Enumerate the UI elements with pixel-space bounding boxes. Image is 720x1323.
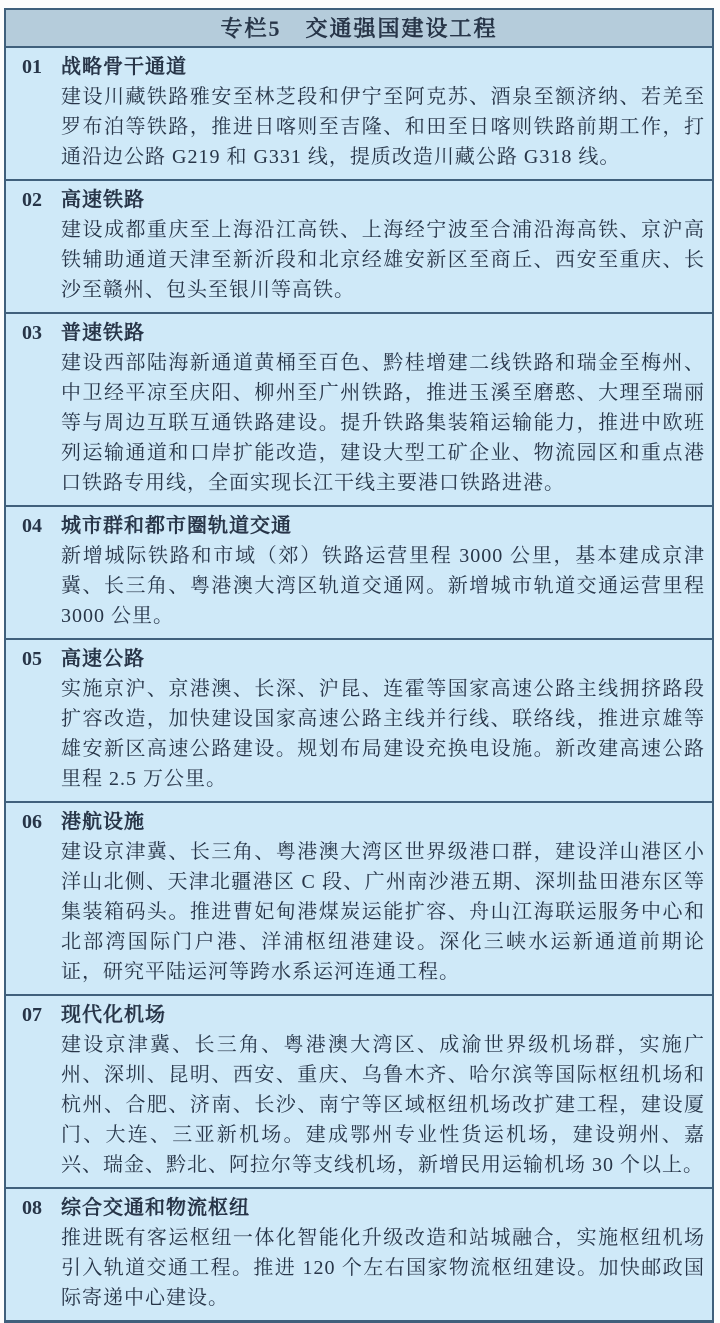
row-heading: [22, 318, 705, 348]
row-number: 02: [22, 189, 42, 211]
row-body-text: 建设西部陆海新通道黄桶至百色、黔桂增建二线铁路和瑞金至梅州、中卫经平凉至庆阳、柳州至广州铁路，推进玉溪至磨憨、大理至瑞丽等与周边互联互通铁路建设。提升铁路集装箱运输能力，推进中欧班列运输通道和口岸扩能改造，建设大型工矿企业、物流园区和重点港口铁路专用线，全面实现长江干线主要港口铁路进港。: [61, 352, 705, 494]
row-body-text: 推进既有客运枢纽一体化智能化升级改造和站城融合，实施枢纽机场引入轨道交通工程。推进 120 个左右国家物流枢纽建设。加快邮政国际寄递中心建设。: [61, 1227, 705, 1309]
table-row: [6, 1187, 712, 1320]
row-number: 06: [22, 811, 42, 833]
row-number: 03: [22, 322, 42, 344]
row-heading: [22, 185, 705, 215]
row-title: 城市群和都市圈轨道交通: [61, 515, 292, 537]
row-number: 01: [22, 56, 42, 78]
row-title: 普速铁路: [61, 322, 145, 344]
row-heading: [22, 807, 705, 837]
box-title: 专栏5 交通强国建设工程: [6, 10, 712, 48]
row-body-text: 实施京沪、京港澳、长深、沪昆、连霍等国家高速公路主线拥挤路段扩容改造，加快建设国家高速公路主线并行线、联络线，推进京雄等雄安新区高速公路建设。规划布局建设充换电设施。新改建高速公路里程 2.5 万公里。: [61, 678, 705, 790]
row-body-text: 建设川藏铁路雅安至林芝段和伊宁至阿克苏、酒泉至额济纳、若羌至罗布泊等铁路，推进日喀则至吉隆、和田至日喀则铁路前期工作，打通沿边公路 G219 和 G331 线，提质改造川藏公路 G318 线。: [61, 86, 705, 168]
row-title: 战略骨干通道: [61, 56, 187, 78]
row-body-text: 建设京津冀、长三角、粤港澳大湾区世界级港口群，建设洋山港区小洋山北侧、天津北疆港区 C 段、广州南沙港五期、深圳盐田港东区等集装箱码头。推进曹妃甸港煤炭运能扩容、舟山江海联运服务中心和北部湾国际门户港、洋浦枢纽港建设。深化三峡水运新通道前期论证，研究平陆运河等跨水系运河连通工程。: [61, 841, 705, 983]
project-box-table: [4, 8, 714, 1323]
row-number: 08: [22, 1197, 42, 1219]
row-heading: [22, 1193, 705, 1223]
row-body-text: 建设京津冀、长三角、粤港澳大湾区、成渝世界级机场群，实施广州、深圳、昆明、西安、重庆、乌鲁木齐、哈尔滨等国际枢纽机场和杭州、合肥、济南、长沙、南宁等区域枢纽机场改扩建工程，建设厦门、大连、三亚新机场。建成鄂州专业性货运机场，建设朔州、嘉兴、瑞金、黔北、阿拉尔等支线机场，新增民用运输机场 30 个以上。: [61, 1034, 705, 1176]
table-row: [6, 638, 712, 801]
row-number: 04: [22, 515, 42, 537]
row-title: 高速铁路: [61, 189, 145, 211]
row-number: 07: [22, 1004, 42, 1026]
table-row: [6, 994, 712, 1187]
row-title: 高速公路: [61, 648, 145, 670]
row-title: 港航设施: [61, 811, 145, 833]
row-body-text: 建设成都重庆至上海沿江高铁、上海经宁波至合浦沿海高铁、京沪高铁辅助通道天津至新沂段和北京经雄安新区至商丘、西安至重庆、长沙至赣州、包头至银川等高铁。: [61, 219, 705, 301]
row-title: 综合交通和物流枢纽: [61, 1197, 250, 1219]
row-heading: [22, 1000, 705, 1030]
row-number: 05: [22, 648, 42, 670]
table-row: [6, 505, 712, 638]
row-title: 现代化机场: [61, 1004, 166, 1026]
table-row: [6, 179, 712, 312]
row-heading: [22, 511, 705, 541]
table-row: [6, 312, 712, 505]
table-row: [6, 801, 712, 994]
row-body-text: 新增城际铁路和市域（郊）铁路运营里程 3000 公里，基本建成京津冀、长三角、粤港澳大湾区轨道交通网。新增城市轨道交通运营里程 3000 公里。: [61, 545, 705, 627]
table-row: [6, 48, 712, 179]
row-heading: [22, 644, 705, 674]
row-heading: [22, 52, 705, 82]
